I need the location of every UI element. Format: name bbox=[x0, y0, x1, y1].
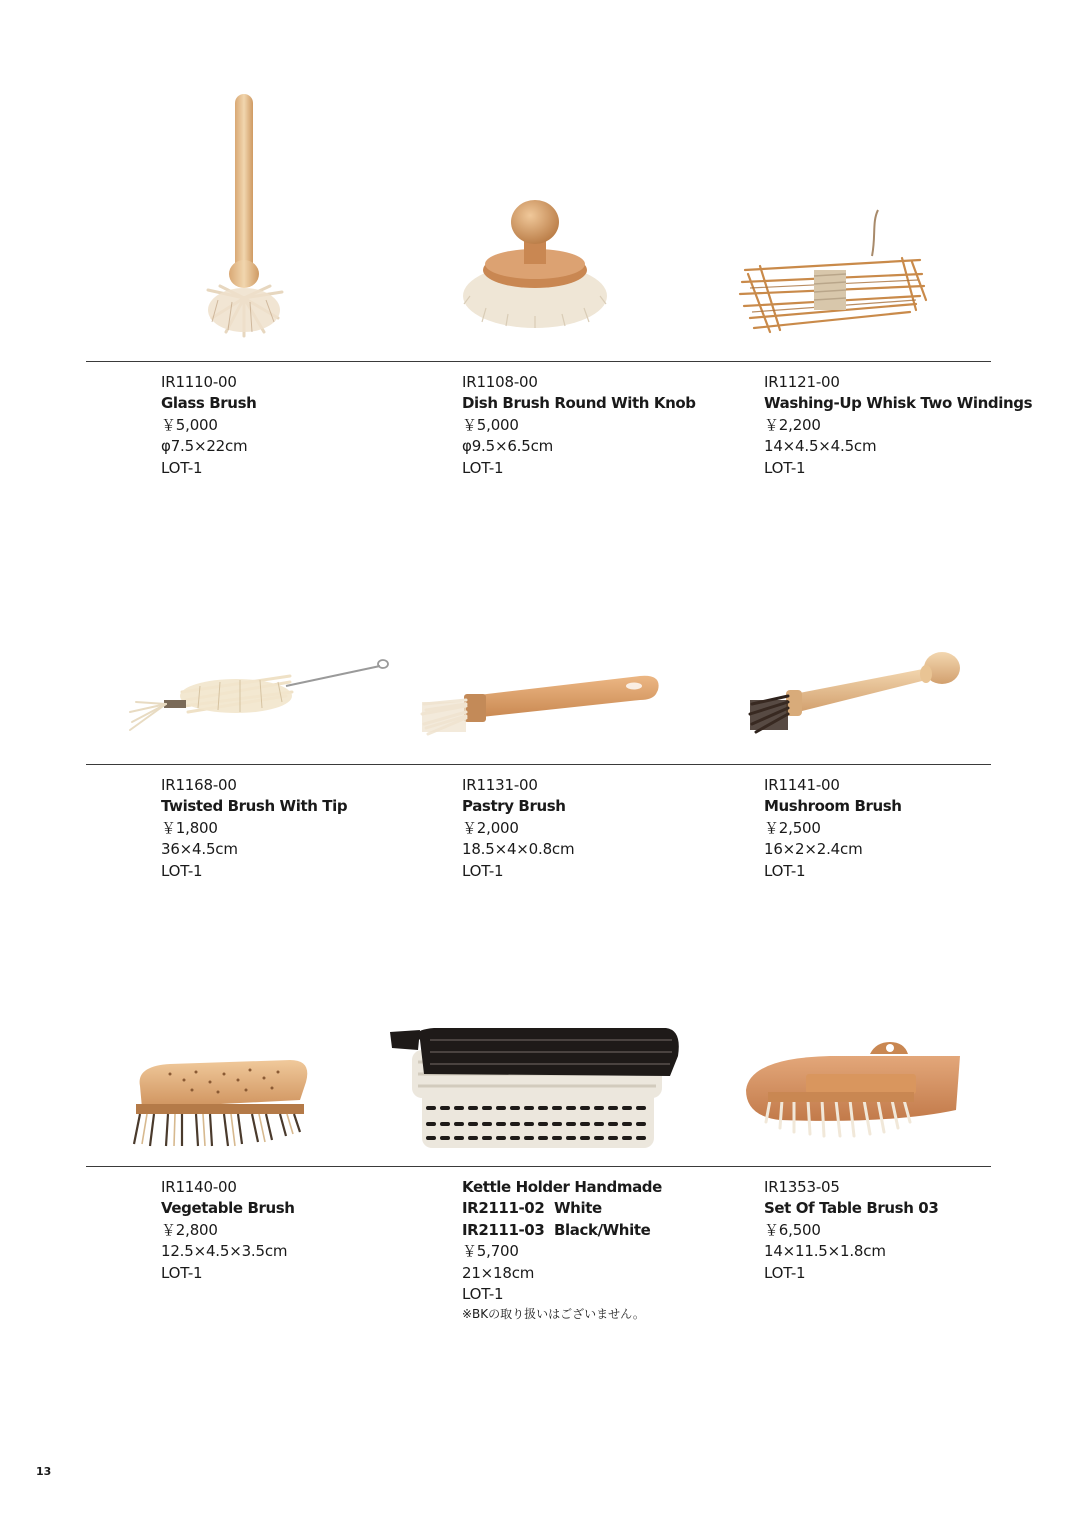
product-lot: LOT-1 bbox=[462, 1285, 504, 1304]
product-lot: LOT-1 bbox=[161, 1263, 203, 1282]
product-photo-dish-brush-round bbox=[390, 60, 680, 360]
product-name: Pastry Brush bbox=[462, 797, 566, 816]
mushroom-brush-image bbox=[690, 460, 980, 760]
product-name: Glass Brush bbox=[161, 394, 257, 413]
product-photo-table-brush-set bbox=[690, 860, 980, 1160]
kettle-holder-image bbox=[380, 860, 690, 1160]
product-lot: LOT-1 bbox=[161, 861, 203, 880]
product-photo-glass-brush bbox=[100, 60, 390, 360]
product-code: IR1110-00 bbox=[161, 373, 237, 391]
page-number: 13 bbox=[36, 1465, 52, 1478]
product-name: Set Of Table Brush 03 bbox=[764, 1199, 939, 1218]
product-size: 14×11.5×1.8cm bbox=[764, 1242, 886, 1261]
product-price: ￥5,700 bbox=[462, 1242, 519, 1261]
product-price: ￥2,000 bbox=[462, 818, 519, 837]
glass-brush-image bbox=[100, 60, 390, 360]
product-photo-washing-up-whisk bbox=[690, 60, 980, 360]
twisted-brush-image bbox=[100, 460, 390, 760]
row-divider-3 bbox=[86, 1166, 991, 1167]
product-size: 18.5×4×0.8cm bbox=[462, 840, 575, 859]
dish-brush-round-image bbox=[390, 60, 680, 360]
table-brush-set-image bbox=[690, 860, 980, 1160]
product-photo-pastry-brush bbox=[390, 460, 680, 760]
product-name: Washing-Up Whisk Two Windings bbox=[764, 394, 1033, 413]
product-code: IR1140-00 bbox=[161, 1178, 237, 1196]
product-size: 12.5×4.5×3.5cm bbox=[161, 1242, 288, 1261]
product-info-8 bbox=[462, 1177, 752, 1323]
product-price: ￥2,200 bbox=[764, 415, 821, 434]
product-code: IR1353-05 bbox=[764, 1178, 840, 1196]
product-code: IR1131-00 bbox=[462, 776, 538, 794]
product-price: ￥2,800 bbox=[161, 1220, 218, 1239]
product-code: IR1108-00 bbox=[462, 373, 538, 391]
product-price: ￥6,500 bbox=[764, 1220, 821, 1239]
product-photo-vegetable-brush bbox=[100, 860, 390, 1160]
product-name: Vegetable Brush bbox=[161, 1199, 295, 1218]
product-name: Dish Brush Round With Knob bbox=[462, 394, 696, 413]
product-size: 36×4.5cm bbox=[161, 840, 238, 859]
product-code: IR1121-00 bbox=[764, 373, 840, 391]
row-divider-1 bbox=[86, 361, 991, 362]
product-size: 14×4.5×4.5cm bbox=[764, 437, 877, 456]
product-name: Mushroom Brush bbox=[764, 797, 902, 816]
product-price: ￥5,000 bbox=[462, 415, 519, 434]
row-divider-2 bbox=[86, 764, 991, 765]
product-name: Twisted Brush With Tip bbox=[161, 797, 348, 816]
product-price: ￥1,800 bbox=[161, 818, 218, 837]
vegetable-brush-image bbox=[100, 860, 390, 1160]
washing-up-whisk-image bbox=[690, 60, 980, 360]
product-size: φ9.5×6.5cm bbox=[462, 437, 554, 456]
product-info-9 bbox=[764, 1177, 1054, 1284]
product-size: 21×18cm bbox=[462, 1263, 535, 1282]
product-lot: LOT-1 bbox=[161, 458, 203, 477]
product-variant-white: IR2111-02 White bbox=[462, 1199, 602, 1218]
product-name: Kettle Holder Handmade bbox=[462, 1178, 662, 1196]
product-code: IR1141-00 bbox=[764, 776, 840, 794]
product-price: ￥5,000 bbox=[161, 415, 218, 434]
product-lot: LOT-1 bbox=[462, 861, 504, 880]
product-photo-mushroom-brush bbox=[690, 460, 980, 760]
product-lot: LOT-1 bbox=[462, 458, 504, 477]
product-note: ※BKの取り扱いはございません。 bbox=[462, 1307, 645, 1322]
product-size: φ7.5×22cm bbox=[161, 437, 248, 456]
product-variant-black-white: IR2111-03 Black/White bbox=[462, 1220, 651, 1239]
product-lot: LOT-1 bbox=[764, 1263, 806, 1282]
product-size: 16×2×2.4cm bbox=[764, 840, 863, 859]
product-price: ￥2,500 bbox=[764, 818, 821, 837]
product-photo-kettle-holder bbox=[380, 860, 690, 1160]
product-info-7 bbox=[161, 1177, 451, 1284]
product-photo-twisted-brush bbox=[100, 460, 390, 760]
product-lot: LOT-1 bbox=[764, 458, 806, 477]
product-code: IR1168-00 bbox=[161, 776, 237, 794]
pastry-brush-image bbox=[390, 460, 680, 760]
product-lot: LOT-1 bbox=[764, 861, 806, 880]
